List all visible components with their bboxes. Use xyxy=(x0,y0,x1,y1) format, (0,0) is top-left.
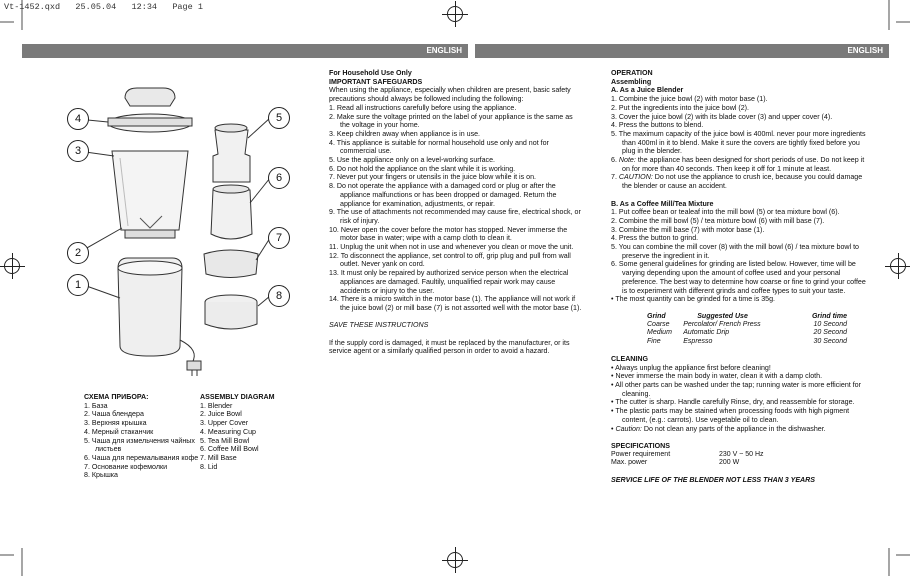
coffee-mill-step: 2. Combine the mill bowl (5) / tea mixture bowl (6) with mill base (7). xyxy=(611,216,825,225)
safeguards-column xyxy=(329,69,583,356)
cleaning-item: • Never immerse the main body in water, clean it with a damp cloth. xyxy=(611,372,823,381)
juice-blender-step: 4. Press the buttons to blend. xyxy=(611,121,704,130)
juice-blender-step: 1. Combine the juice bowl (2) with motor base (1). xyxy=(611,95,768,104)
legend-en-item: 5. Tea Mill Bowl xyxy=(200,436,250,445)
assembling-title: Assembling xyxy=(611,77,652,86)
spec-label: Power requirement xyxy=(611,450,671,458)
coffee-mill-step: 6. Some general guidelines for grinding are listed below. However, time will be varying depending upon the amount of coffee used and your personal preference. The best way to determine how coarse or fine to grind your coffee is to experiment with different grinds and coffee types to suit your taste. xyxy=(611,260,866,295)
legend-en-item: 8. Lid xyxy=(200,462,218,471)
grind-cell: 10 Second xyxy=(813,321,847,329)
coffee-mill-title: B. As a Coffee Mill/Tea Mixture xyxy=(611,199,714,208)
legend-en-item: 4. Measuring Cup xyxy=(200,427,256,436)
safeguard-item: 3. Keep children away when appliance is in use. xyxy=(329,129,481,138)
juice-blender-title: A. As a Juice Blender xyxy=(611,86,684,95)
note-label: Note: xyxy=(618,156,636,165)
registration-mark-left xyxy=(4,258,20,274)
legend-en-item: 3. Upper Cover xyxy=(200,419,249,428)
header-band-left xyxy=(22,44,468,58)
legend-ru-item: 6. Чаша для перемалывания кофе xyxy=(84,453,199,462)
callout-4: 4 xyxy=(67,108,89,130)
mill-base-illustration xyxy=(204,250,258,278)
safeguards-heading-household: For Household Use Only xyxy=(329,69,412,77)
registration-mark-right xyxy=(890,258,906,274)
legend-en-item: 7. Mill Base xyxy=(200,453,237,462)
cleaning-caution-label: Caution: xyxy=(615,424,642,433)
table-row xyxy=(611,459,801,467)
header-band-right xyxy=(475,44,889,58)
spec-value: 230 V ~ 50 Hz xyxy=(719,450,764,458)
legend-ru xyxy=(84,393,204,480)
registration-mark-bottom xyxy=(447,552,463,568)
callout-5: 5 xyxy=(268,107,290,129)
safeguard-item: 4. This appliance is suitable for normal household use only and not for commercial use. xyxy=(329,138,549,156)
callout-8: 8 xyxy=(268,285,290,307)
print-slug: Vt-1452.qxd 25.05.04 12:34 Page 1 xyxy=(4,2,203,12)
specifications-title: SPECIFICATIONS xyxy=(611,441,670,450)
table-row xyxy=(647,321,847,329)
juice-blender-note: 6. Note: the appliance has been designed for short periods of use. Do not keep it on for more than 40 seconds. Then keep it off for 1 minute at least. xyxy=(611,156,865,173)
safeguard-item: 14. There is a micro switch in the motor base (1). The appliance will not work if the juice bowl (2) or mill base (7) is not assorted well with the motor base (1). xyxy=(329,295,582,312)
grind-header-grind: Grind xyxy=(647,312,666,320)
header-language-right: ENGLISH xyxy=(847,46,883,55)
note-text: the appliance has been designed for short periods of use. Do not keep it on for more than 40 seconds. Then keep it off for 1 minute at least. xyxy=(622,156,865,173)
table-row xyxy=(647,338,847,346)
grind-cell: Coarse xyxy=(647,321,670,329)
callout-3: 3 xyxy=(67,140,89,162)
header-language-left: ENGLISH xyxy=(426,46,462,55)
juice-blender-step: 2. Put the ingredients into the juice bowl (2). xyxy=(611,103,750,112)
legend-en-item: 2. Juice Bowl xyxy=(200,410,242,419)
caution-label: CAUTION: xyxy=(618,173,653,182)
safeguard-item: 13. It must only be repaired by authorized service person when the electrical appliances are damaged. Faultily, unqualified repair work may cause accidents or injury to the user. xyxy=(329,269,569,295)
operation-title: OPERATION xyxy=(611,69,653,77)
legend-ru-title: СХЕМА ПРИБОРА: xyxy=(84,393,149,401)
grind-header-time: Grind time xyxy=(811,312,847,320)
legend-en-item: 6. Coffee Mill Bowl xyxy=(200,445,259,454)
safeguard-item: 10. Never open the cover before the motor has stopped. Never immerse the motor base in water; wipe with a camp cloth to clean it. xyxy=(329,225,568,243)
coffee-mill-step: 1. Put coffee bean or tealeaf into the mill bowl (5) or tea mixture bowl (6). xyxy=(611,208,840,217)
legend-ru-item: 1. База xyxy=(84,401,108,410)
table-row xyxy=(647,329,847,337)
legend-en-item: 1. Blender xyxy=(200,401,233,410)
cleaning-item: • All other parts can be washed under the tap; running water is more efficient for cleaning. xyxy=(611,381,861,398)
caution-text: Do not use the appliance to crush ice, because you could damage the blender or cause an accident. xyxy=(622,173,863,191)
registration-mark-top-left xyxy=(447,6,463,22)
legend-ru-item: 3. Верхняя крышка xyxy=(84,419,147,428)
juice-blender-step: 5. The maximum capacity of the juice bowl is 400ml. never pour more ingredients than 400ml in it to blend. Make it sure the covers are tightly fixed before you plug in the blender. xyxy=(611,129,866,156)
safeguard-item: 5. Use the appliance only on a level-working surface. xyxy=(329,156,496,165)
cleaning-caution: • Caution: Do not clean any parts of the appliance in the dishwasher. xyxy=(611,424,826,433)
safeguard-item: 8. Do not operate the appliance with a damaged cord or plug or after the appliance malfunctions or has been dropped or damaged. Return the appliance for examination, adjustments, or repair. xyxy=(329,182,557,208)
quantity-note: • The most quantity can be grinded for a time is 35g. xyxy=(611,295,776,304)
operation-column xyxy=(611,69,867,485)
grind-cell: Automatic Drip xyxy=(683,329,730,337)
cleaning-item: • The cutter is sharp. Handle carefully Rinse, dry, and reassemble for storage. xyxy=(611,398,855,407)
spec-value: 200 W xyxy=(719,459,740,467)
cleaning-item: • Always unplug the appliance first before cleaning! xyxy=(611,363,771,372)
grind-cell: Espresso xyxy=(683,337,713,345)
table-row xyxy=(611,451,801,459)
power-cord-illustration xyxy=(180,340,194,363)
safeguard-item: 1. Read all instructions carefully before using the appliance. xyxy=(329,103,517,112)
legend-ru-item: 8. Крышка xyxy=(84,471,118,480)
cleaning-title: CLEANING xyxy=(611,354,649,363)
safeguard-item: 9. The use of attachments not recommended may cause fire, electrical shock, or risk of injury. xyxy=(329,208,581,225)
legend-en-title: ASSEMBLY DIAGRAM xyxy=(200,393,275,401)
cleaning-item: • The plastic parts may be stained when processing foods with high pigment content, (e.g.: carrots). Use vegetable oil to clean. xyxy=(611,407,850,424)
coffee-mill-step: 5. You can combine the mill cover (8) with the mill bowl (6) / tea mixture bowl to preserve the ingredient in it. xyxy=(611,243,859,260)
measuring-cup-illustration xyxy=(125,88,175,106)
coffee-mill-bowl-illustration xyxy=(211,190,252,239)
grind-table-header xyxy=(647,313,847,321)
safeguards-heading-important: IMPORTANT SAFEGUARDS xyxy=(329,77,423,86)
cleaning-caution-text: Do not clean any parts of the appliance in the dishwasher. xyxy=(641,424,826,433)
callout-7: 7 xyxy=(268,227,290,249)
safeguard-item: 11. Unplug the unit when not in use and whenever you clean or move the unit. xyxy=(329,243,574,252)
legend-ru-item: 2. Чаша блендера xyxy=(84,410,144,419)
safeguard-item: 7. Never put your fingers or utensils in the juice blow while it is on. xyxy=(329,173,537,182)
grind-cell: Percolator/ French Press xyxy=(683,321,761,329)
coffee-mill-step: 4. Press the button to grind. xyxy=(611,234,699,243)
supply-cord-note: If the supply cord is damaged, it must be replaced by the manufacturer, or its service agent or a similarly qualified person in order to avoid a hazard. xyxy=(329,338,570,356)
grind-cell: 30 Second xyxy=(813,337,847,345)
grind-header-use: Suggested Use xyxy=(697,312,748,320)
save-instructions: SAVE THESE INSTRUCTIONS xyxy=(329,321,429,330)
safeguard-item: 2. Make sure the voltage printed on the label of your appliance is the same as the voltage in your home. xyxy=(329,112,573,130)
juice-blender-step: 3. Cover the juice bowl (2) with its blade cover (3) and upper cover (4). xyxy=(611,112,833,121)
tea-mill-bowl-illustration xyxy=(213,130,250,182)
safeguard-item: 12. To disconnect the appliance, set control to off, grip plug and pull from wall outlet. Never yank on cord. xyxy=(329,251,571,269)
safeguard-item: 6. Do not hold the appliance on the slant while it is working. xyxy=(329,164,516,173)
callout-6: 6 xyxy=(268,167,290,189)
specifications-table xyxy=(611,451,801,468)
legend-en xyxy=(200,393,310,471)
legend-ru-item: 7. Основание кофемолки xyxy=(84,462,168,471)
coffee-mill-step: 3. Combine the mill base (7) with motor base (1). xyxy=(611,225,765,234)
callout-2: 2 xyxy=(67,242,89,264)
safeguards-intro: When using the appliance, especially when children are present, basic safety precautions should always be followed including the following: xyxy=(329,86,571,104)
grind-table xyxy=(647,313,847,347)
legend-ru-item: 5. Чаша для измельчения чайных листьев xyxy=(84,436,195,454)
grind-cell: Fine xyxy=(647,337,661,345)
assembly-diagram xyxy=(80,78,295,378)
grind-cell: Medium xyxy=(647,329,672,337)
service-life: SERVICE LIFE OF THE BLENDER NOT LESS THAN 3 YEARS xyxy=(611,476,816,485)
grind-cell: 20 Second xyxy=(813,329,847,337)
callout-1: 1 xyxy=(67,274,89,296)
legend-ru-item: 4. Мерный стаканчик xyxy=(84,427,154,436)
plug-illustration xyxy=(187,361,201,370)
spec-label: Max. power xyxy=(611,459,648,467)
juice-blender-caution: 7. CAUTION: Do not use the appliance to crush ice, because you could damage the blender or cause an accident. xyxy=(611,173,863,191)
